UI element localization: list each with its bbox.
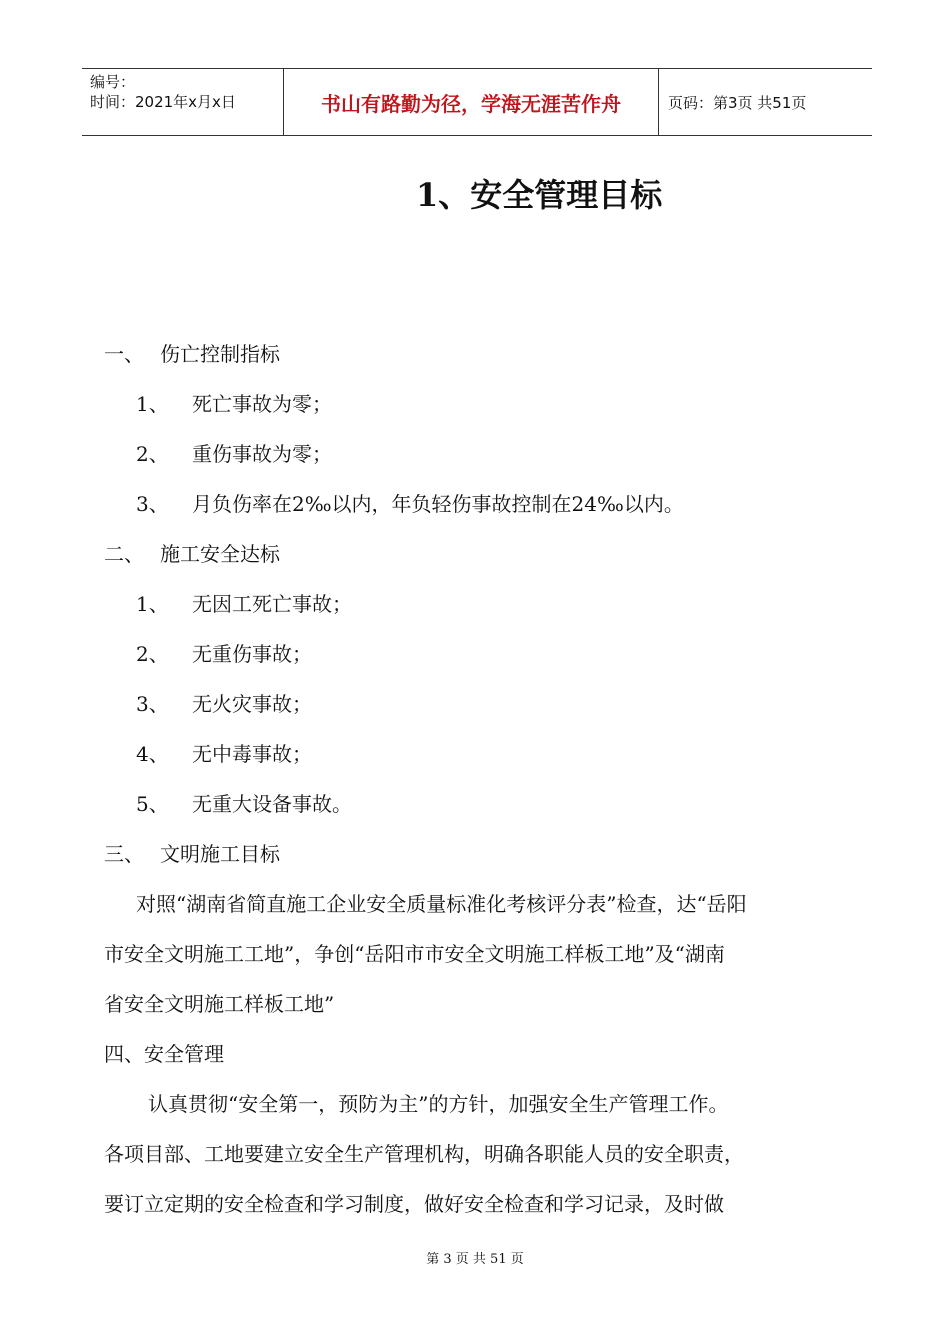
list-item xyxy=(136,388,332,417)
section-heading xyxy=(104,338,280,367)
page-title: 1、安全管理目标 xyxy=(416,176,663,214)
item-text: 无中毒事故； xyxy=(192,742,312,766)
section-label: 施工安全达标 xyxy=(160,542,280,566)
section-number: 二、 xyxy=(104,542,144,566)
item-number: 4、 xyxy=(136,742,169,766)
item-number: 5、 xyxy=(136,792,169,816)
time-label: 时间：2021年x月x日 xyxy=(90,93,236,111)
header-motto-cell xyxy=(284,69,659,135)
paragraph-line: 认真贯彻“安全第一，预防为主”的方针，加强安全生产管理工作。 xyxy=(148,1092,729,1116)
list-item xyxy=(136,688,312,717)
item-number: 3、 xyxy=(136,692,169,716)
section-heading xyxy=(104,538,280,567)
header-meta xyxy=(82,69,284,135)
paragraph-line: 市安全文明施工工地”，争创“岳阳市市安全文明施工样板工地”及“湖南 xyxy=(104,942,725,966)
section-label: 四、安全管理 xyxy=(104,1042,224,1066)
item-text: 无重伤事故； xyxy=(192,642,312,666)
number-label: 编号： xyxy=(90,73,136,91)
list-item xyxy=(136,738,312,767)
item-number: 1、 xyxy=(136,392,169,416)
item-text: 无重大设备事故。 xyxy=(192,792,352,816)
header-motto: 书山有路勤为径，学海无涯苦作舟 xyxy=(321,91,621,116)
paragraph-line: 省安全文明施工样板工地” xyxy=(104,992,335,1016)
header-page-info: 页码：第3页 共51页 xyxy=(668,93,807,112)
section-number: 三、 xyxy=(104,842,144,866)
item-text: 死亡事故为零； xyxy=(192,392,332,416)
page-footer: 第 3 页 共 51 页 xyxy=(426,1252,524,1267)
item-text: 无因工死亡事故； xyxy=(192,592,352,616)
list-item xyxy=(136,488,684,517)
item-number: 2、 xyxy=(136,642,169,666)
paragraph-line: 要订立定期的安全检查和学习制度，做好安全检查和学习记录，及时做 xyxy=(104,1192,724,1216)
paragraph-line: 对照“湖南省简直施工企业安全质量标准化考核评分表”检查，达“岳阳 xyxy=(136,892,747,916)
list-item xyxy=(136,638,312,667)
item-number: 3、 xyxy=(136,492,169,516)
section-heading xyxy=(104,838,280,867)
page-header xyxy=(82,68,872,136)
item-text: 无火灾事故； xyxy=(192,692,312,716)
section-heading xyxy=(104,1038,224,1067)
paragraph-line: 各项目部、工地要建立安全生产管理机构，明确各职能人员的安全职责， xyxy=(104,1142,744,1166)
section-label: 文明施工目标 xyxy=(160,842,280,866)
item-number: 2、 xyxy=(136,442,169,466)
list-item xyxy=(136,588,352,617)
item-text: 月负伤率在2‰以内，年负轻伤事故控制在24‰以内。 xyxy=(192,492,684,516)
item-text: 重伤事故为零； xyxy=(192,442,332,466)
list-item xyxy=(136,788,352,817)
section-number: 一、 xyxy=(104,342,144,366)
item-number: 1、 xyxy=(136,592,169,616)
section-label: 伤亡控制指标 xyxy=(160,342,280,366)
list-item xyxy=(136,438,332,467)
